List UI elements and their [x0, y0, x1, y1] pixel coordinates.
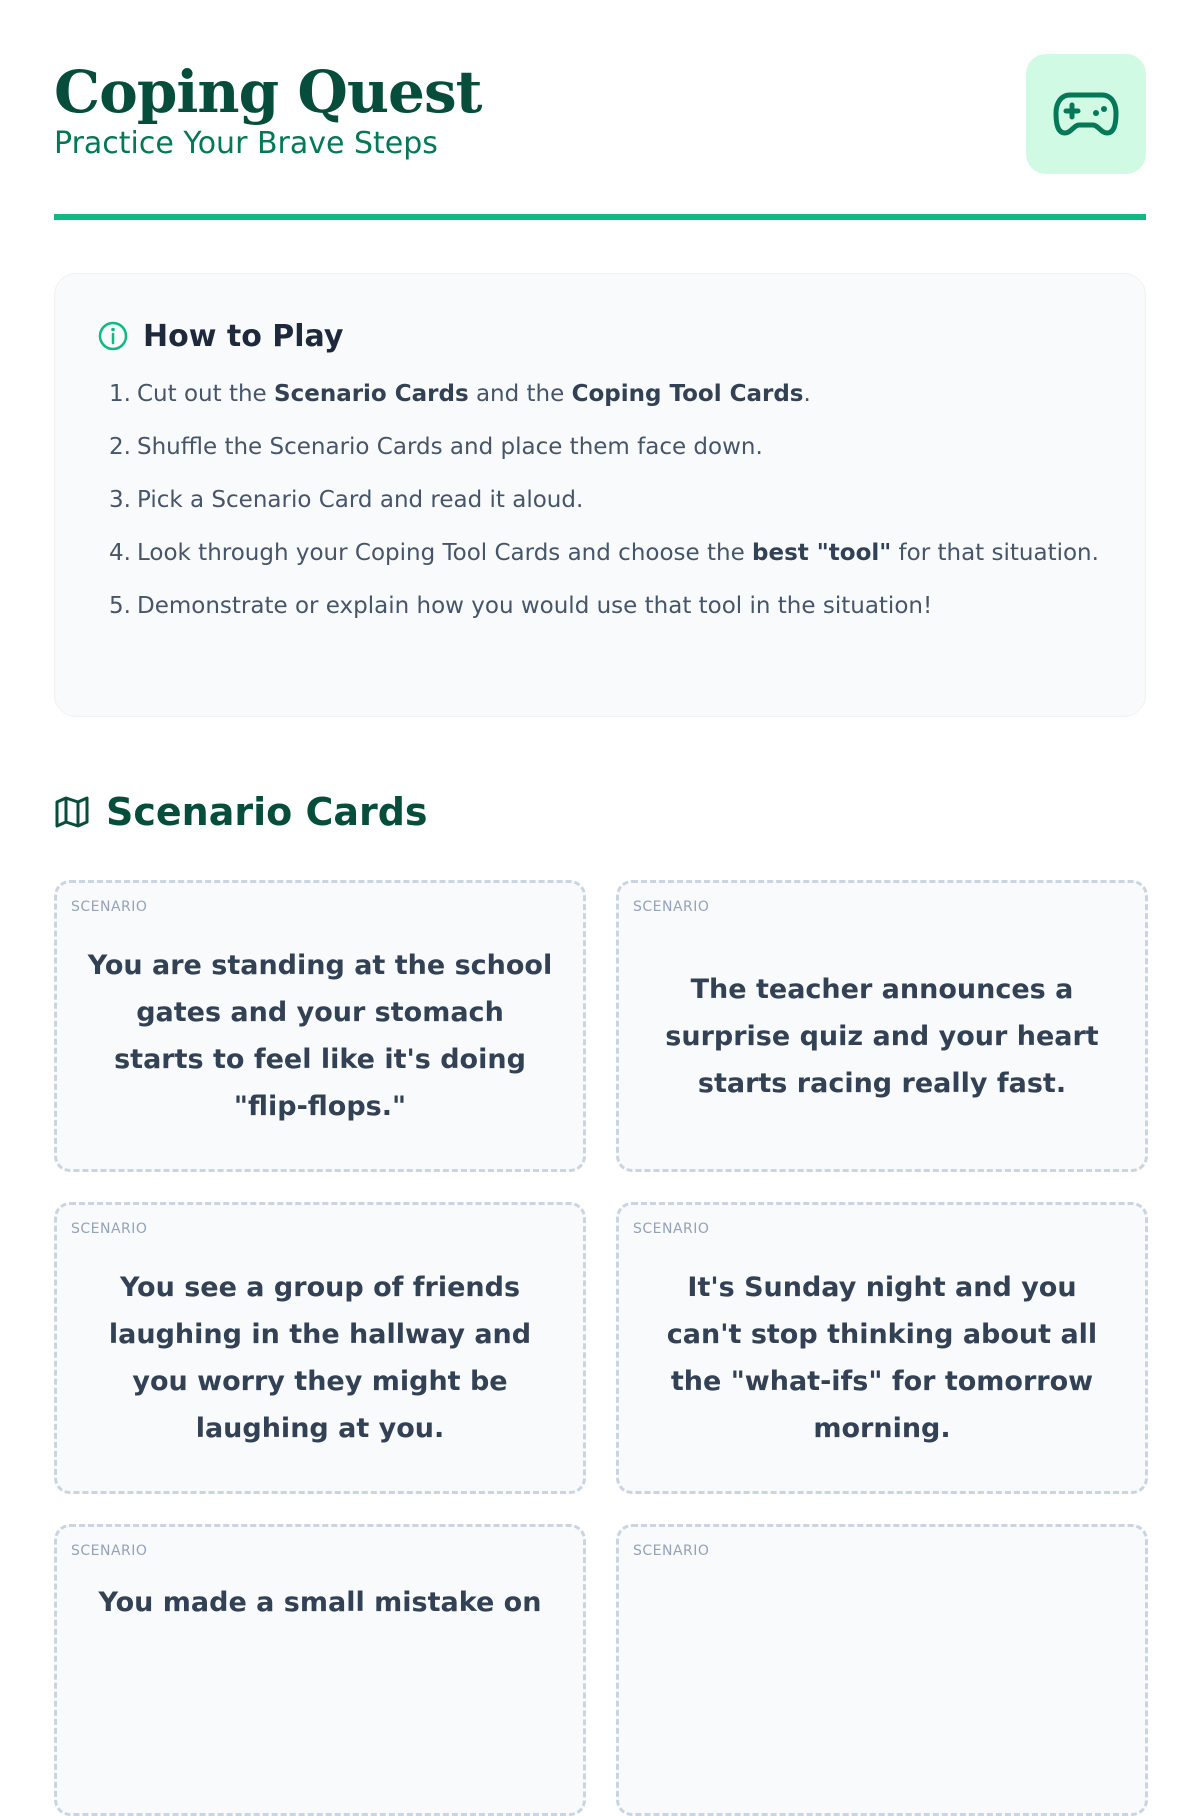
- how-to-play-header: [97, 314, 1103, 358]
- scenario-section-header: [54, 790, 428, 834]
- card-tag: SCENARIO: [633, 1221, 710, 1237]
- card-tag: SCENARIO: [71, 1221, 148, 1237]
- scenario-card: [54, 880, 586, 1172]
- card-text: You see a group of friends laughing in the hallway and you worry they might be laughing at you.: [108, 1272, 532, 1444]
- card-tag: SCENARIO: [633, 1543, 710, 1559]
- card-tag: SCENARIO: [633, 899, 710, 915]
- card-text: It's Sunday night and you can't stop thinking about all the "what-ifs" for tomorrow morning.: [666, 1272, 1098, 1444]
- how-to-play-title: How to Play: [143, 318, 344, 354]
- card-tag: SCENARIO: [71, 1543, 148, 1559]
- card-text: You are standing at the school gates and your stomach starts to feel like it's doing "flip-flops.": [87, 950, 553, 1122]
- logo-badge: [1026, 54, 1146, 174]
- card-tag: SCENARIO: [71, 899, 148, 915]
- page-header: [54, 50, 1146, 220]
- page-title: Coping Quest: [54, 58, 482, 126]
- scenario-card-grid: [54, 880, 1148, 1816]
- instruction-step: 4. Look through your Coping Tool Cards and choose the best "tool" for that situation.: [109, 540, 1099, 566]
- scenario-card: [54, 1524, 586, 1816]
- section-title: Scenario Cards: [106, 790, 428, 834]
- map-icon: [54, 795, 90, 829]
- gamepad-icon: [1054, 89, 1118, 139]
- header-divider: [54, 214, 1146, 220]
- scenario-card: [616, 1202, 1148, 1494]
- instruction-step: 1. Cut out the Scenario Cards and the Coping Tool Cards.: [109, 381, 811, 407]
- page-subtitle: Practice Your Brave Steps: [54, 126, 438, 161]
- instruction-step: 5. Demonstrate or explain how you would use that tool in the situation!: [109, 593, 933, 619]
- instruction-step: 2. Shuffle the Scenario Cards and place them face down.: [109, 434, 763, 460]
- scenario-card: [616, 880, 1148, 1172]
- info-icon: [97, 320, 129, 352]
- how-to-play-panel: [54, 273, 1146, 717]
- scenario-card: [616, 1524, 1148, 1816]
- card-text: You made a small mistake on: [98, 1587, 542, 1618]
- instruction-list: [97, 374, 1103, 626]
- scenario-card: [54, 1202, 586, 1494]
- card-text: The teacher announces a surprise quiz and your heart starts racing really fast.: [665, 973, 1099, 1099]
- instruction-step: 3. Pick a Scenario Card and read it aloud.: [109, 487, 584, 513]
